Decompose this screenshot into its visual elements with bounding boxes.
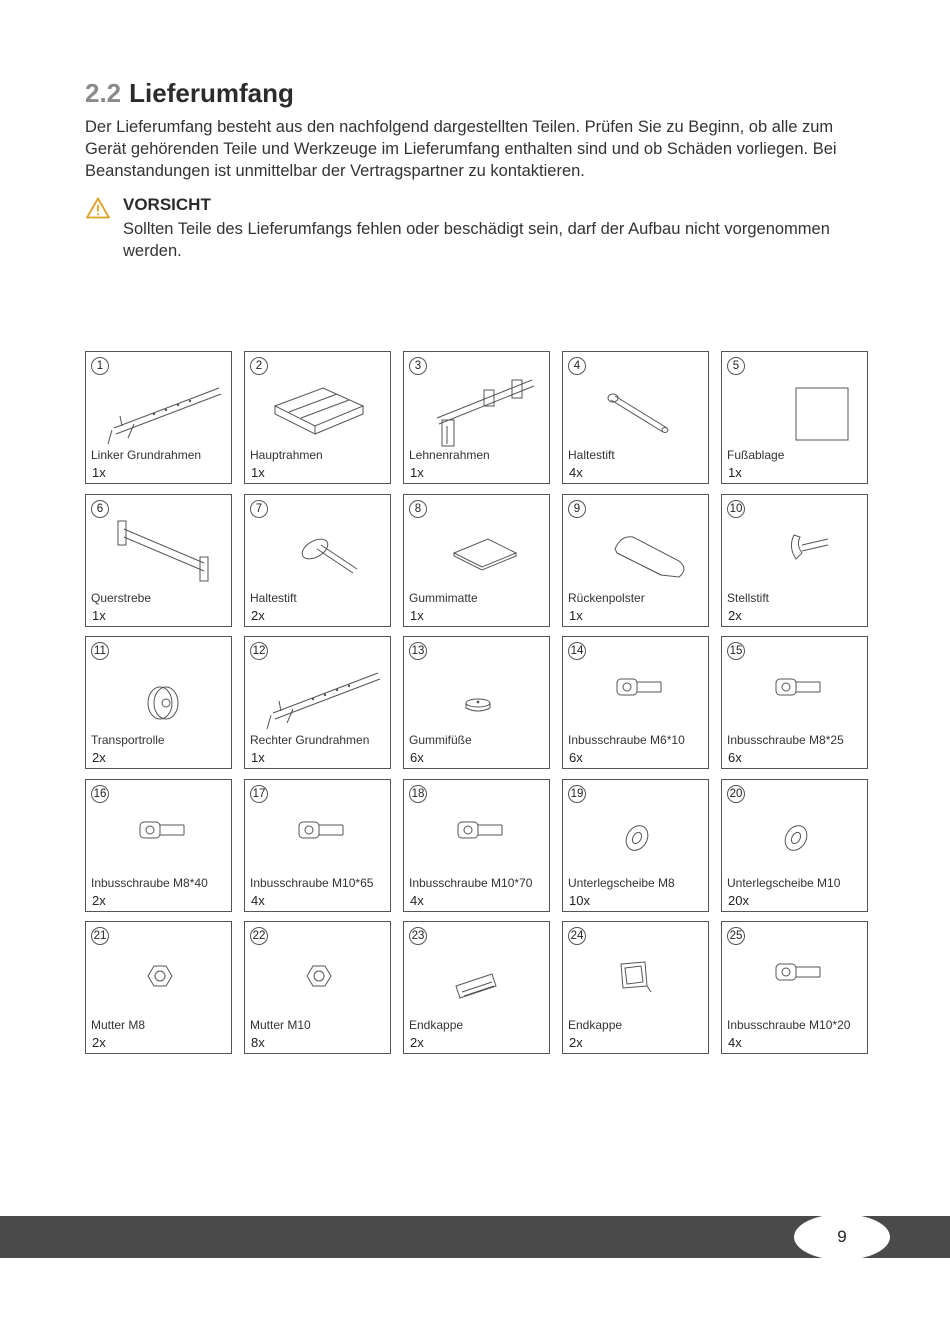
section-heading bbox=[85, 78, 294, 109]
part-number-badge: 5 bbox=[727, 357, 745, 375]
part-number-badge: 1 bbox=[91, 357, 109, 375]
part-cell bbox=[85, 636, 232, 769]
frame-rail-icon bbox=[253, 651, 383, 735]
part-quantity: 4x bbox=[410, 893, 424, 908]
part-quantity: 1x bbox=[251, 465, 265, 480]
nut-icon bbox=[253, 936, 383, 1020]
part-name: Lehnenrahmen bbox=[409, 448, 490, 462]
part-name: Inbusschraube M10*70 bbox=[409, 876, 533, 890]
part-number-badge: 10 bbox=[727, 500, 745, 518]
part-quantity: 20x bbox=[728, 893, 749, 908]
back-pad-icon bbox=[571, 509, 701, 593]
part-number-badge: 19 bbox=[568, 785, 586, 803]
part-quantity: 1x bbox=[92, 465, 106, 480]
part-cell bbox=[85, 779, 232, 912]
rubber-mat-icon bbox=[412, 509, 542, 593]
part-number-badge: 24 bbox=[568, 927, 586, 945]
part-name: Rückenpolster bbox=[568, 591, 645, 605]
hex-bolt-icon bbox=[94, 794, 224, 878]
part-name: Gummifüße bbox=[409, 733, 472, 747]
part-number-badge: 14 bbox=[568, 642, 586, 660]
rubber-foot-icon bbox=[412, 651, 542, 735]
part-quantity: 1x bbox=[410, 465, 424, 480]
pin-icon bbox=[571, 366, 701, 450]
adjust-pin-icon bbox=[730, 509, 860, 593]
part-quantity: 10x bbox=[569, 893, 590, 908]
part-name: Endkappe bbox=[568, 1018, 623, 1032]
part-name: Unterlegscheibe M8 bbox=[568, 876, 675, 890]
part-number-badge: 18 bbox=[409, 785, 427, 803]
frame-rail-icon bbox=[94, 366, 224, 450]
backrest-frame-icon bbox=[412, 366, 542, 450]
part-quantity: 1x bbox=[569, 608, 583, 623]
part-name: Inbusschraube M10*65 bbox=[250, 876, 374, 890]
part-quantity: 2x bbox=[410, 1035, 424, 1050]
nut-icon bbox=[94, 936, 224, 1020]
part-quantity: 2x bbox=[92, 893, 106, 908]
part-number-badge: 20 bbox=[727, 785, 745, 803]
part-name: Rechter Grundrahmen bbox=[250, 733, 370, 747]
part-number-badge: 22 bbox=[250, 927, 268, 945]
part-number-badge: 9 bbox=[568, 500, 586, 518]
part-name: Haltestift bbox=[568, 448, 615, 462]
part-name: Transportrolle bbox=[91, 733, 165, 747]
part-number-badge: 6 bbox=[91, 500, 109, 518]
part-cell bbox=[562, 921, 709, 1054]
part-quantity: 1x bbox=[92, 608, 106, 623]
part-number-badge: 15 bbox=[727, 642, 745, 660]
footrest-plate-icon bbox=[730, 366, 860, 450]
part-name: Inbusschraube M8*40 bbox=[91, 876, 208, 890]
part-name: Stellstift bbox=[727, 591, 770, 605]
part-name: Linker Grundrahmen bbox=[91, 448, 202, 462]
part-number-badge: 17 bbox=[250, 785, 268, 803]
part-name: Fußablage bbox=[727, 448, 785, 462]
part-number-badge: 3 bbox=[409, 357, 427, 375]
part-quantity: 6x bbox=[410, 750, 424, 765]
part-cell bbox=[562, 779, 709, 912]
part-cell bbox=[244, 921, 391, 1054]
part-number-badge: 13 bbox=[409, 642, 427, 660]
part-cell bbox=[85, 494, 232, 627]
part-number-badge: 23 bbox=[409, 927, 427, 945]
part-name: Unterlegscheibe M10 bbox=[727, 876, 841, 890]
part-cell bbox=[403, 636, 550, 769]
washer-icon bbox=[571, 794, 701, 878]
part-cell bbox=[721, 779, 868, 912]
hex-bolt-icon bbox=[253, 794, 383, 878]
part-cell bbox=[244, 779, 391, 912]
part-number-badge: 7 bbox=[250, 500, 268, 518]
part-cell bbox=[244, 351, 391, 484]
part-name: Mutter M8 bbox=[91, 1018, 146, 1032]
part-cell bbox=[85, 351, 232, 484]
part-quantity: 1x bbox=[728, 465, 742, 480]
part-name: Hauptrahmen bbox=[250, 448, 323, 462]
washer-icon bbox=[730, 794, 860, 878]
part-quantity: 2x bbox=[251, 608, 265, 623]
part-quantity: 6x bbox=[569, 750, 583, 765]
part-number-badge: 16 bbox=[91, 785, 109, 803]
parts-grid bbox=[85, 351, 868, 1054]
part-name: Mutter M10 bbox=[250, 1018, 311, 1032]
part-name: Querstrebe bbox=[91, 591, 152, 605]
end-cap-icon bbox=[412, 936, 542, 1020]
part-name: Gummimatte bbox=[409, 591, 478, 605]
part-name: Haltestift bbox=[250, 591, 297, 605]
part-cell bbox=[721, 351, 868, 484]
part-cell bbox=[403, 779, 550, 912]
part-quantity: 2x bbox=[728, 608, 742, 623]
part-quantity: 4x bbox=[569, 465, 583, 480]
part-name: Endkappe bbox=[409, 1018, 464, 1032]
warning-text: Sollten Teile des Lieferumfangs fehlen oder beschädigt sein, darf der Aufbau nicht vorgenommen werden. bbox=[123, 220, 830, 260]
part-quantity: 1x bbox=[410, 608, 424, 623]
part-number-badge: 8 bbox=[409, 500, 427, 518]
end-cap-square-icon bbox=[571, 936, 701, 1020]
part-name: Inbusschraube M6*10 bbox=[568, 733, 685, 747]
part-number-badge: 11 bbox=[91, 642, 109, 660]
part-quantity: 2x bbox=[92, 750, 106, 765]
warning-triangle-icon bbox=[86, 197, 110, 219]
intro-paragraph: Der Lieferumfang besteht aus den nachfolgend dargestellten Teilen. Prüfen Sie zu Beginn, ob alle zum Gerät gehörenden Teile und Werkzeuge im Lieferumfang enthalten sind und ob Schäden vorliegen. Bei Beanstandungen ist unmittelbar der Vertragspartner zu kontaktieren. bbox=[85, 118, 837, 180]
part-cell bbox=[403, 921, 550, 1054]
part-number-badge: 21 bbox=[91, 927, 109, 945]
part-quantity: 2x bbox=[92, 1035, 106, 1050]
part-cell bbox=[403, 494, 550, 627]
part-cell bbox=[721, 921, 868, 1054]
hex-bolt-icon bbox=[730, 936, 860, 1020]
part-cell bbox=[403, 351, 550, 484]
part-quantity: 6x bbox=[728, 750, 742, 765]
part-quantity: 4x bbox=[251, 893, 265, 908]
part-quantity: 4x bbox=[728, 1035, 742, 1050]
main-frame-icon bbox=[253, 366, 383, 450]
part-quantity: 1x bbox=[251, 750, 265, 765]
part-cell bbox=[721, 636, 868, 769]
part-number-badge: 12 bbox=[250, 642, 268, 660]
part-quantity: 2x bbox=[569, 1035, 583, 1050]
part-cell bbox=[244, 636, 391, 769]
section-number: 2.2 bbox=[85, 78, 122, 108]
hex-bolt-icon bbox=[412, 794, 542, 878]
part-cell bbox=[562, 351, 709, 484]
part-cell bbox=[562, 636, 709, 769]
wheel-icon bbox=[94, 651, 224, 735]
hex-bolt-icon bbox=[730, 651, 860, 735]
warning-title: VORSICHT bbox=[123, 195, 211, 214]
part-quantity: 8x bbox=[251, 1035, 265, 1050]
part-name: Inbusschraube M10*20 bbox=[727, 1018, 851, 1032]
part-name: Inbusschraube M8*25 bbox=[727, 733, 844, 747]
part-cell bbox=[562, 494, 709, 627]
crossbar-icon bbox=[94, 509, 224, 593]
part-cell bbox=[244, 494, 391, 627]
page-number: 9 bbox=[794, 1214, 890, 1260]
part-number-badge: 2 bbox=[250, 357, 268, 375]
part-cell bbox=[85, 921, 232, 1054]
section-title: Lieferumfang bbox=[129, 78, 294, 108]
part-number-badge: 25 bbox=[727, 927, 745, 945]
part-number-badge: 4 bbox=[568, 357, 586, 375]
hex-bolt-icon bbox=[571, 651, 701, 735]
flanged-pin-icon bbox=[253, 509, 383, 593]
part-cell bbox=[721, 494, 868, 627]
